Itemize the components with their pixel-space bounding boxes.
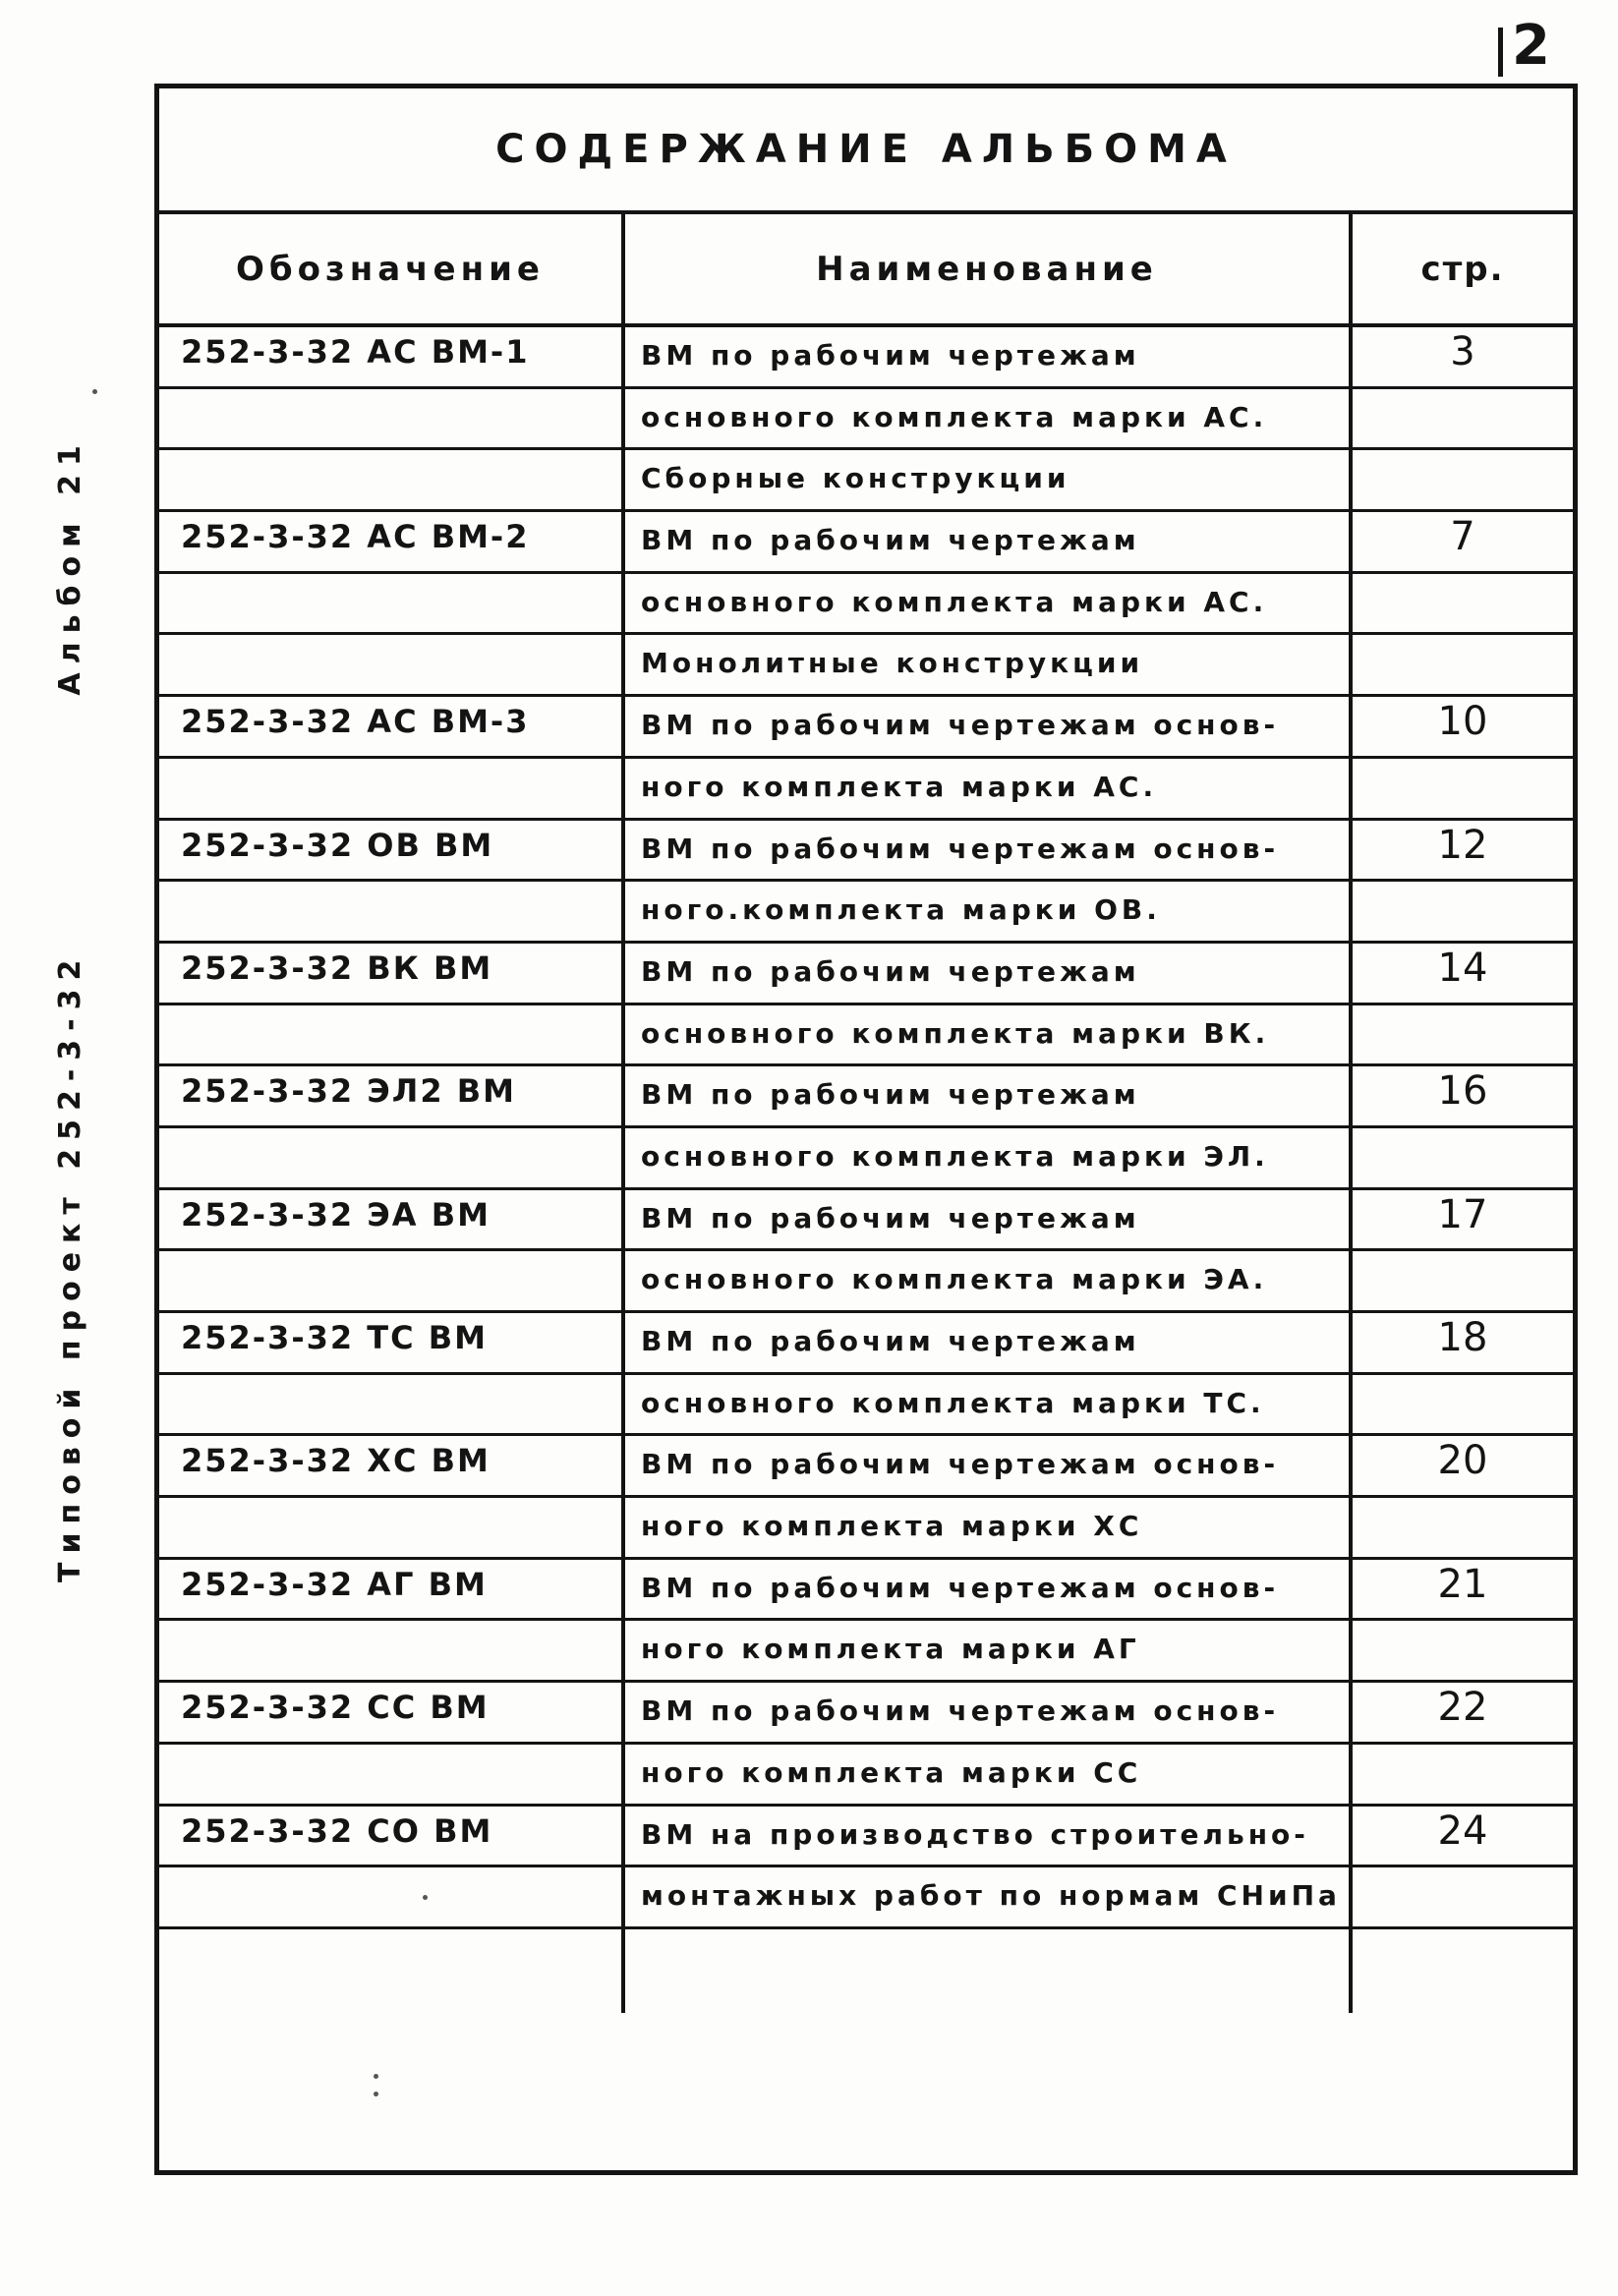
row-code: 252-3-32 ХС ВМ xyxy=(181,1442,491,1480)
side-label-album: Альбом 21 xyxy=(53,436,87,696)
row-page: 17 xyxy=(1437,1191,1488,1237)
row-page: 24 xyxy=(1437,1808,1488,1854)
table-row xyxy=(159,327,1573,389)
table-row xyxy=(159,1375,1573,1437)
row-page: 21 xyxy=(1437,1561,1488,1607)
row-name: ВМ по рабочим чертежам xyxy=(641,1201,1140,1234)
row-code: 252-3-32 ЭА ВМ xyxy=(181,1195,491,1234)
row-name: ВМ по рабочим чертежам основ- xyxy=(641,709,1280,742)
sheet-number-bar xyxy=(1498,28,1503,77)
page-title: СОДЕРЖАНИЕ АЛЬБОМА xyxy=(159,88,1573,214)
row-name: ВМ по рабочим чертежам основ- xyxy=(641,832,1280,865)
table-row xyxy=(159,759,1573,821)
row-page: 18 xyxy=(1437,1315,1488,1360)
table-row xyxy=(159,882,1573,944)
row-name: ВМ по рабочим чертежам xyxy=(641,954,1140,988)
row-name: основного комплекта марки АС. xyxy=(641,585,1268,618)
table-row xyxy=(159,1066,1573,1128)
table-row xyxy=(159,1745,1573,1807)
column-header-code: Обозначение xyxy=(236,249,545,289)
row-code: 252-3-32 ОВ ВМ xyxy=(181,826,494,864)
table-row xyxy=(159,1560,1573,1622)
row-code: 252-3-32 ТС ВМ xyxy=(181,1319,488,1356)
table-row xyxy=(159,697,1573,759)
table-row xyxy=(159,1005,1573,1067)
table-row xyxy=(159,450,1573,512)
row-code: 252-3-32 ВК ВМ xyxy=(181,948,493,987)
row-name: ного комплекта марки АС. xyxy=(641,770,1158,803)
table-row xyxy=(159,389,1573,451)
table-row xyxy=(159,821,1573,883)
table-row xyxy=(159,1251,1573,1313)
row-code: 252-3-32 ЭЛ2 ВМ xyxy=(181,1072,516,1111)
row-code: 252-3-32 АС ВМ-2 xyxy=(181,518,530,556)
table-row xyxy=(159,635,1573,697)
speck xyxy=(374,2092,378,2096)
row-name: основного комплекта марки АС. xyxy=(641,400,1268,433)
row-name: Монолитные конструкции xyxy=(641,647,1144,680)
row-name: монтажных работ по нормам СНиПа xyxy=(641,1879,1341,1913)
row-code: 252-3-32 АГ ВМ xyxy=(181,1565,488,1603)
table-row xyxy=(159,512,1573,574)
sheet-number: 2 xyxy=(1512,14,1550,78)
row-name: ВМ на производство строительно- xyxy=(641,1817,1309,1851)
speck xyxy=(374,2074,378,2079)
column-header-page: стр. xyxy=(1420,249,1505,289)
row-name: Сборные конструкции xyxy=(641,462,1070,495)
speck xyxy=(423,1895,428,1900)
table-row xyxy=(159,1867,1573,1929)
speck xyxy=(92,389,97,394)
table-row xyxy=(159,1128,1573,1190)
row-name: ВМ по рабочим чертежам основ- xyxy=(641,1571,1280,1604)
row-page: 12 xyxy=(1437,822,1488,868)
row-code: 252-3-32 СО ВМ xyxy=(181,1811,493,1850)
table-body xyxy=(159,327,1573,1929)
table-row xyxy=(159,1498,1573,1560)
table-row xyxy=(159,1807,1573,1868)
row-code: 252-3-32 СС ВМ xyxy=(181,1689,490,1727)
table-row xyxy=(159,1313,1573,1375)
row-name: ного комплекта марки АГ xyxy=(641,1633,1140,1666)
row-name: ного комплекта марки СС xyxy=(641,1755,1142,1789)
row-name: ВМ по рабочим чертежам основ- xyxy=(641,1448,1280,1481)
row-name: ВМ по рабочим чертежам xyxy=(641,1325,1140,1357)
row-page: 3 xyxy=(1450,329,1475,374)
row-code: 252-3-32 АС ВМ-1 xyxy=(181,333,530,371)
row-name: ВМ по рабочим чертежам xyxy=(641,524,1140,557)
side-label xyxy=(53,436,87,1582)
row-name: ного.комплекта марки ОВ. xyxy=(641,893,1161,927)
column-divider xyxy=(621,214,625,2013)
table-header xyxy=(159,214,1573,327)
row-name: основного комплекта марки ЭА. xyxy=(641,1263,1268,1296)
table-row xyxy=(159,574,1573,636)
table-row xyxy=(159,944,1573,1005)
row-code: 252-3-32 АС ВМ-3 xyxy=(181,703,530,741)
row-page: 7 xyxy=(1450,514,1475,560)
row-name: ного комплекта марки ХС xyxy=(641,1510,1143,1543)
table-row xyxy=(159,1621,1573,1683)
row-name: основного комплекта марки ЭЛ. xyxy=(641,1139,1269,1173)
row-name: ВМ по рабочим чертежам xyxy=(641,1078,1140,1112)
row-name: ВМ по рабочим чертежам xyxy=(641,339,1140,372)
row-page: 20 xyxy=(1437,1438,1488,1484)
row-name: основного комплекта марки ВК. xyxy=(641,1016,1270,1050)
row-page: 22 xyxy=(1437,1685,1488,1731)
column-divider xyxy=(1349,214,1353,2013)
contents-table xyxy=(154,84,1578,2175)
row-page: 10 xyxy=(1437,699,1488,745)
row-page: 14 xyxy=(1437,945,1488,991)
row-page: 16 xyxy=(1437,1068,1488,1115)
row-name: ВМ по рабочим чертежам основ- xyxy=(641,1694,1280,1728)
table-row xyxy=(159,1683,1573,1745)
row-name: основного комплекта марки ТС. xyxy=(641,1386,1265,1419)
table-row xyxy=(159,1436,1573,1498)
table-row xyxy=(159,1190,1573,1252)
side-label-project: Типовой проект 252-3-32 xyxy=(53,950,87,1582)
column-header-name: Наименование xyxy=(816,249,1158,289)
